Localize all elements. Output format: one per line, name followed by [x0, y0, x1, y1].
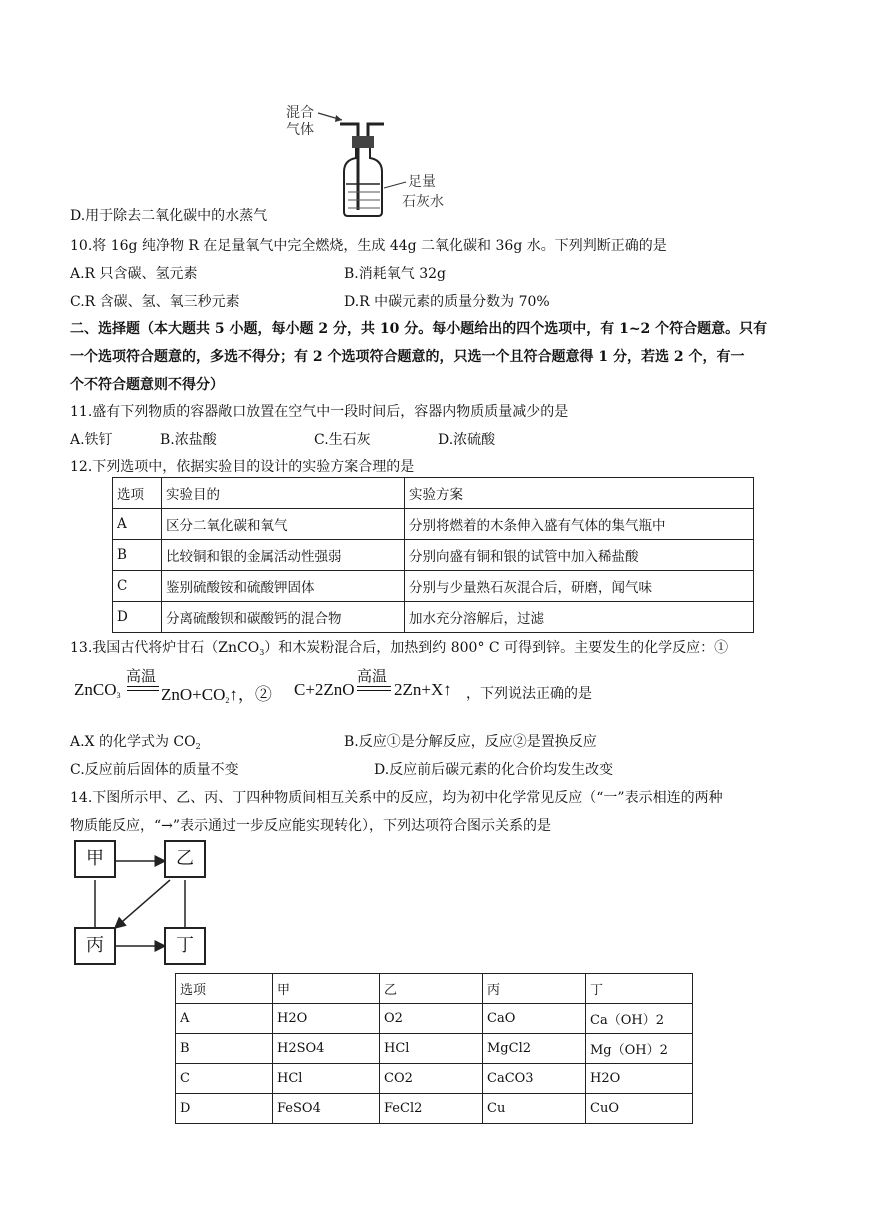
reaction1-reactant: ZnCO$_3$	[74, 680, 121, 700]
table-cell: Ca（OH）2	[586, 1004, 693, 1034]
table-cell: 比较铜和银的金属活动性强弱	[162, 540, 405, 571]
q14-table	[175, 973, 693, 1124]
apparatus-label-liquid-1: 足量	[408, 174, 436, 190]
table-row	[176, 1094, 693, 1124]
reaction2-condition: 高温	[357, 667, 388, 685]
table-header-cell: 选项	[176, 974, 273, 1004]
apparatus-label-in-1: 混合	[286, 105, 314, 121]
q13-option-c: C.反应前后固体的质量不变	[70, 762, 239, 778]
q10-option-b: B.消耗氧气 32g	[344, 266, 446, 282]
table-cell: B	[113, 540, 162, 571]
q14-stem-line1: 14.下图所示甲、乙、丙、丁四种物质间相互关系中的反应，均为初中化学常见反应（“一”表示相连的两种	[70, 790, 723, 806]
node-yi: 乙	[164, 840, 206, 878]
table-cell: 分别与少量熟石灰混合后，研磨，闻气味	[405, 571, 754, 602]
table-header-cell: 选项	[113, 478, 162, 509]
table-row	[113, 571, 754, 602]
table-cell: HCl	[273, 1064, 380, 1094]
table-cell: HCl	[380, 1034, 483, 1064]
table-row	[113, 540, 754, 571]
table-cell: C	[176, 1064, 273, 1094]
table-row	[113, 602, 754, 633]
node-jia: 甲	[74, 840, 116, 878]
section2-heading-line1: 二、选择题（本大题共 5 小题，每小题 2 分，共 10 分。每小题给出的四个选项中，有 1~2 个符合题意。只有	[70, 321, 768, 337]
table-cell: 分别向盛有铜和银的试管中加入稀盐酸	[405, 540, 754, 571]
section2-heading-line2: 一个选项符合题意的，多选不得分；有 2 个选项符合题意的，只选一个且符合题意得 1 分，若选 2 个，有一	[70, 349, 745, 365]
table-header-cell: 实验方案	[405, 478, 754, 509]
q13-option-a: A.X 的化学式为 $CO_2$	[70, 734, 201, 751]
table-header-cell: 丁	[586, 974, 693, 1004]
q9-option-d: D.用于除去二氧化碳中的水蒸气	[70, 208, 268, 224]
table-row	[176, 1034, 693, 1064]
table-header-cell: 实验目的	[162, 478, 405, 509]
table-row	[113, 478, 754, 509]
q11-option-b: B.浓盐酸	[160, 432, 217, 448]
q11-stem: 11.盛有下列物质的容器敞口放置在空气中一段时间后，容器内物质质量减少的是	[70, 404, 569, 420]
reaction2-equals-sign	[357, 686, 391, 691]
table-cell: CuO	[586, 1094, 693, 1124]
table-cell: 分离硫酸钡和碳酸钙的混合物	[162, 602, 405, 633]
node-bing: 丙	[74, 927, 116, 965]
q10-option-c: C.R 含碳、氢、氧三秒元素	[70, 294, 240, 310]
reaction2-reactants: C+2ZnO	[294, 680, 355, 699]
reaction1-condition: 高温	[126, 667, 157, 685]
table-row	[176, 1004, 693, 1034]
table-cell: H2SO4	[273, 1034, 380, 1064]
table-header-cell: 甲	[273, 974, 380, 1004]
q10-stem: 10.将 16g 纯净物 R 在足量氧气中完全燃烧，生成 44g 二氧化碳和 36g 水。下列判断正确的是	[70, 238, 667, 254]
reaction1-equals-sign	[127, 686, 159, 691]
q11-option-c: C.生石灰	[314, 432, 371, 448]
table-header-cell: 乙	[380, 974, 483, 1004]
q11-option-d: D.浓硫酸	[438, 432, 496, 448]
q13-option-d: D.反应前后碳元素的化合价均发生改变	[374, 762, 614, 778]
table-cell: MgCl2	[483, 1034, 586, 1064]
table-cell: B	[176, 1034, 273, 1064]
table-cell: 鉴别硫酸铵和硫酸钾固体	[162, 571, 405, 602]
section2-heading-line3: 个不符合题意则不得分）	[70, 377, 224, 393]
table-cell: 区分二氧化碳和氧气	[162, 509, 405, 540]
table-cell: CO2	[380, 1064, 483, 1094]
q10-option-d: D.R 中碳元素的质量分数为 70%	[344, 294, 550, 310]
table-cell: CaCO3	[483, 1064, 586, 1094]
table-cell: C	[113, 571, 162, 602]
gas-washing-bottle-figure	[280, 100, 460, 218]
q12-table	[112, 477, 754, 633]
reaction2-products: 2Zn+X↑	[394, 680, 452, 699]
table-cell: A	[113, 509, 162, 540]
apparatus-label-liquid-2: 石灰水	[402, 194, 444, 210]
q12-stem: 12.下列选项中，依据实验目的设计的实验方案合理的是	[70, 459, 415, 475]
table-header-cell: 丙	[483, 974, 586, 1004]
table-cell: 分别将燃着的木条伸入盛有气体的集气瓶中	[405, 509, 754, 540]
table-cell: A	[176, 1004, 273, 1034]
table-cell: CaO	[483, 1004, 586, 1034]
table-row	[176, 974, 693, 1004]
q13-tail: ，下列说法正确的是	[466, 686, 592, 702]
table-cell: Cu	[483, 1094, 586, 1124]
table-cell: H2O	[273, 1004, 380, 1034]
table-cell: 加水充分溶解后，过滤	[405, 602, 754, 633]
apparatus-label-in-2: 气体	[286, 122, 314, 138]
table-row	[176, 1064, 693, 1094]
q11-option-a: A.铁钉	[70, 432, 113, 448]
table-cell: O2	[380, 1004, 483, 1034]
table-cell: H2O	[586, 1064, 693, 1094]
q14-stem-line2: 物质能反应，“→”表示通过一步反应能实现转化），下列达项符合图示关系的是	[70, 818, 552, 834]
table-cell: FeCl2	[380, 1094, 483, 1124]
table-cell: Mg（OH）2	[586, 1034, 693, 1064]
table-cell: FeSO4	[273, 1094, 380, 1124]
table-row	[113, 509, 754, 540]
q10-option-a: A.R 只含碳、氢元素	[70, 266, 198, 282]
node-ding: 丁	[164, 927, 206, 965]
q13-option-b: B.反应①是分解反应，反应②是置换反应	[344, 734, 597, 750]
q13-stem: 13.我国古代将炉甘石（ZnCO$_3$）和木炭粉混合后，加热到约 800° C 可得到锌。主要发生的化学反应：①	[70, 640, 729, 657]
table-cell: D	[113, 602, 162, 633]
reaction1-products: $ZnO+CO_2↑$，②	[161, 685, 272, 705]
table-cell: D	[176, 1094, 273, 1124]
